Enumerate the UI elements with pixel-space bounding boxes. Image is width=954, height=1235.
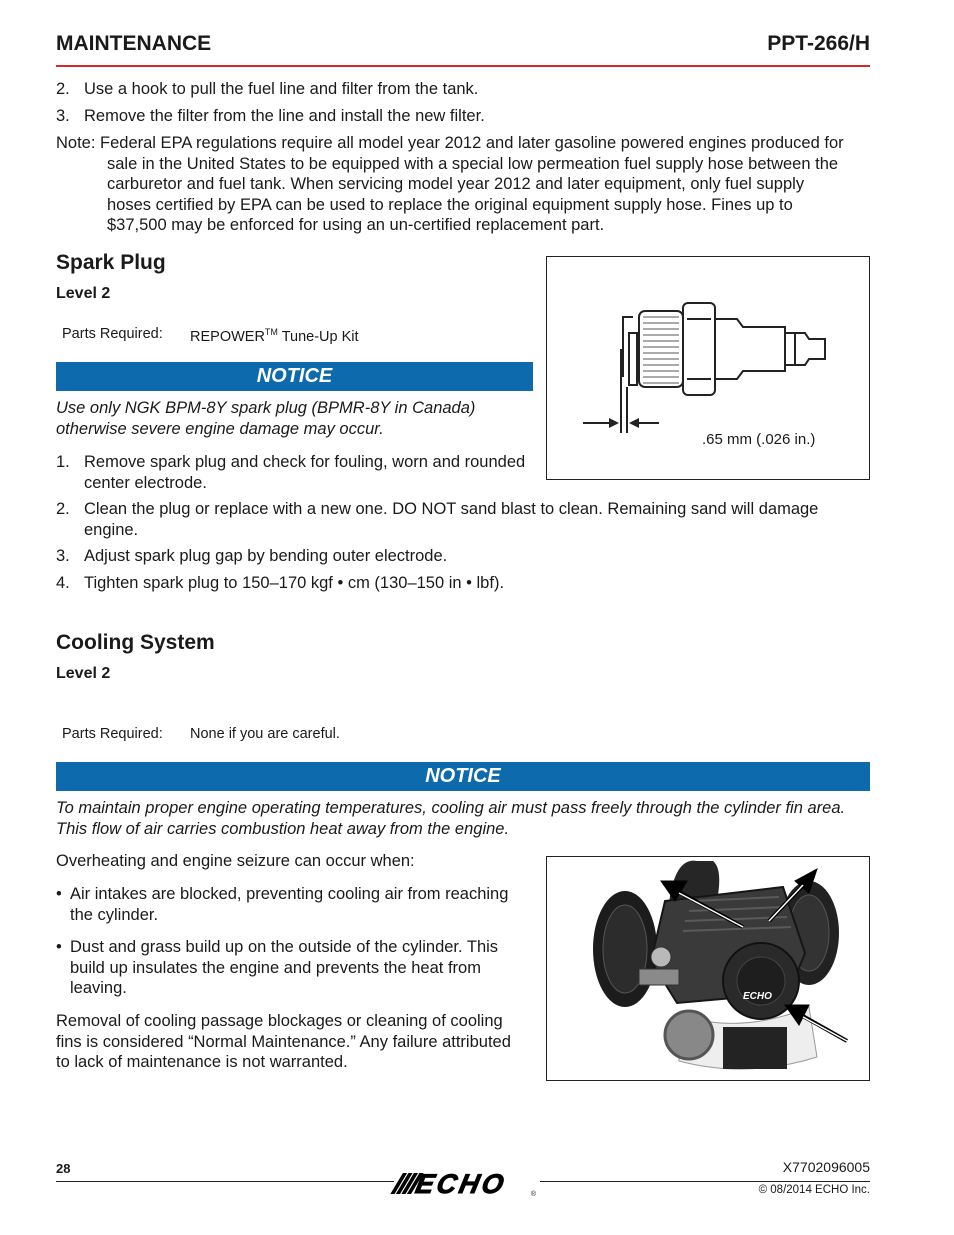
step-text: Use a hook to pull the fuel line and filter from the tank. — [84, 80, 479, 98]
spark-steps — [56, 452, 876, 593]
step-number: 1. — [56, 453, 70, 471]
list-item — [56, 452, 876, 473]
step-number: 2. — [56, 500, 70, 518]
bullet-text: Dust and grass build up on the outside of the cylinder. This — [70, 938, 499, 956]
note-line: hoses certified by EPA can be used to replace the original equipment supply hose. Fines up to — [107, 195, 793, 214]
parts-required-label: Parts Required: — [62, 326, 163, 342]
parts-required-value: None if you are careful. — [190, 726, 340, 742]
spark-plug-level: Level 2 — [56, 285, 111, 302]
footer-rule-right — [540, 1181, 870, 1182]
page-number: 28 — [56, 1161, 71, 1176]
model-number: PPT-266/H — [767, 32, 870, 55]
bullet-text: Air intakes are blocked, preventing cooling air from reaching — [70, 885, 509, 903]
bullet-text: build up insulates the engine and prevents the heat from — [70, 958, 481, 977]
epa-note — [56, 133, 876, 236]
notice-line: To maintain proper engine operating temperatures, cooling air must pass freely through the cylinder fin area. — [56, 799, 846, 817]
parts-required-label: Parts Required: — [62, 726, 163, 742]
list-item — [56, 884, 536, 905]
step-text: engine. — [84, 520, 139, 539]
step-text: Remove the filter from the line and install the new filter. — [84, 107, 485, 125]
gap-caption: .65 mm (.026 in.) — [702, 431, 816, 448]
notice-line: otherwise severe engine damage may occur. — [56, 419, 384, 438]
trademark: TM — [264, 327, 278, 337]
bullet-icon: • — [56, 885, 62, 903]
engine-illustration — [547, 857, 869, 1080]
step-text: center electrode. — [84, 473, 207, 492]
list-item — [56, 573, 876, 594]
bullet-text: leaving. — [70, 979, 127, 997]
bullet-list — [56, 884, 536, 999]
notice-text — [56, 798, 845, 839]
cooling-level: Level 2 — [56, 665, 111, 682]
notice-text — [56, 398, 475, 439]
part-number: X7702096005 — [782, 1159, 870, 1175]
bullet-icon: • — [56, 938, 62, 956]
step-number: 2. — [56, 80, 70, 98]
list-item — [56, 79, 478, 100]
step-text: Adjust spark plug gap by bending outer electrode. — [84, 547, 448, 565]
step-text: Remove spark plug and check for fouling, worn and rounded — [84, 453, 526, 471]
parts-value-rest: Tune-Up Kit — [277, 328, 359, 345]
list-item — [56, 546, 876, 567]
closing-line: to lack of maintenance is not warranted. — [56, 1053, 348, 1071]
cooling-closing — [56, 1011, 536, 1073]
header-rule — [56, 65, 870, 67]
notice-banner: NOTICE — [56, 362, 533, 391]
step-number: 3. — [56, 547, 70, 565]
note-line: sale in the United States to be equipped with a special low permeation fuel supply hose between the — [107, 154, 839, 173]
parts-required-value — [190, 327, 359, 345]
step-text: Clean the plug or replace with a new one. DO NOT sand blast to clean. Remaining sand will damage — [84, 500, 819, 518]
registered-mark: ® — [530, 1191, 536, 1198]
note-line: Federal EPA regulations require all model year 2012 and later gasoline powered engines produced for — [100, 134, 844, 152]
copyright: © 08/2014 ECHO Inc. — [758, 1184, 870, 1196]
engine-brand: ECHO — [743, 991, 772, 1002]
logo-text: ECHO — [412, 1169, 510, 1199]
spark-plug-figure — [546, 256, 870, 480]
note-prefix: Note: — [56, 134, 96, 152]
step-number: 3. — [56, 107, 70, 125]
note-line: $37,500 may be enforced for using an un-certified replacement part. — [107, 216, 605, 234]
closing-line: fins is considered “Normal Maintenance.” Any failure attributed — [56, 1032, 511, 1051]
cooling-intro: Overheating and engine seizure can occur when: — [56, 852, 415, 870]
parts-value-main: REPOWER — [190, 328, 265, 345]
echo-logo — [390, 1168, 538, 1199]
notice-line: This flow of air carries combustion heat away from the engine. — [56, 819, 510, 838]
list-item — [56, 106, 485, 127]
note-line: carburetor and fuel tank. When servicing model year 2012 and later equipment, only fuel supply — [107, 175, 805, 193]
notice-banner: NOTICE — [56, 762, 870, 791]
cooling-heading: Cooling System — [56, 631, 215, 654]
step-number: 4. — [56, 573, 70, 592]
bullet-text: the cylinder. — [70, 905, 159, 924]
list-item — [56, 499, 876, 520]
section-title: MAINTENANCE — [56, 32, 212, 55]
engine-photo — [546, 856, 870, 1081]
logo-stripes: //// — [390, 1169, 420, 1199]
notice-line: Use only NGK BPM-8Y spark plug (BPMR-8Y in Canada) — [56, 399, 476, 417]
spark-plug-heading: Spark Plug — [56, 251, 166, 274]
step-text: Tighten spark plug to 150–170 kgf • cm (130–150 in • lbf). — [84, 573, 505, 592]
list-item — [56, 937, 536, 958]
footer-rule-left — [56, 1181, 394, 1182]
closing-line: Removal of cooling passage blockages or cleaning of cooling — [56, 1012, 503, 1030]
